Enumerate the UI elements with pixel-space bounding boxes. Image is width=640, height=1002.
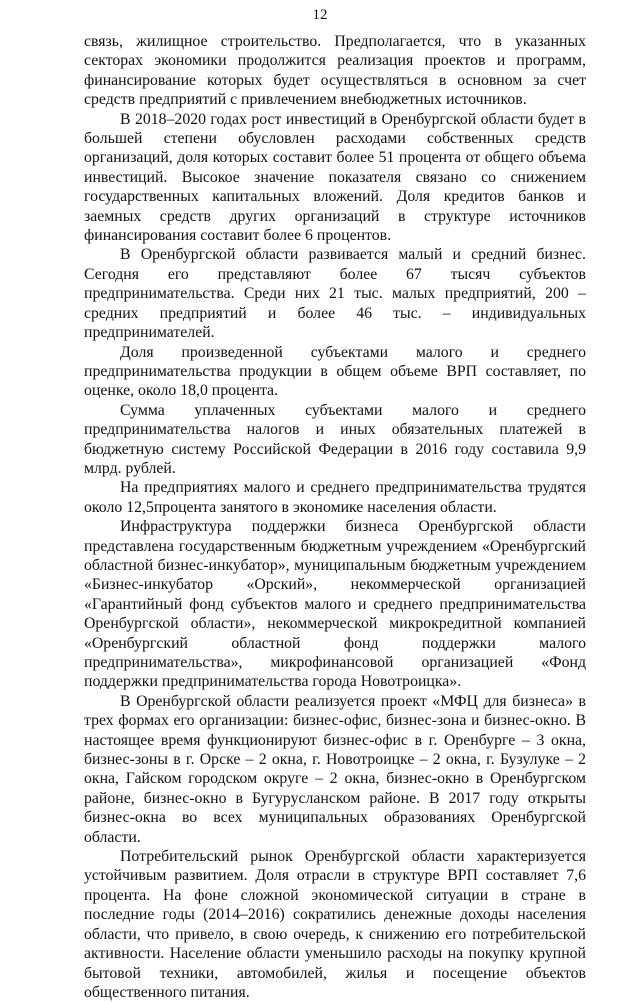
paragraph: На предприятиях малого и среднего предпринимательства трудятся около 12,5процента занятого в экономике населения области. [84, 479, 586, 516]
paragraph: Потребительский рынок Оренбургской области характеризуется устойчивым развитием. Доля отрасли в структуре ВРП составляет 7,6 процента. На фоне сложной экономической ситуации в стране в последние годы (2014–2016) сократились денежные доходы населения области, что привело, в свою очередь, к снижению его потребительской активности. Население области уменьшило расходы на покупку крупной бытовой техники, автомобилей, жилья и посещение объектов общественного питания. [84, 848, 586, 1001]
page-number: 12 [312, 7, 328, 23]
paragraph: связь, жилищное строительство. Предполагается, что в указанных секторах экономики продолжится реализация проектов и программ, финансирование которых будет осуществляться в основном за счет средств предприятий с привлечением внебюджетных источников. [84, 33, 586, 109]
paragraph: В Оренбургской области реализуется проект «МФЦ для бизнеса» в трех формах его организации: бизнес-офис, бизнес-зона и бизнес-окно. В настоящее время функционируют бизнес-офис в г. Оренбурге – 3 окна, бизнес-зоны в г. Орске – 2 окна, г. Новотроицке – 2 окна, г. Бузулуке – 2 окна, Гайском городском округе – 2 окна, бизнес-окно в Оренбургском районе, бизнес-окно в Бугурусланском районе. В 2017 году открыты бизнес-окна во всех муниципальных образованиях Оренбургской области. [84, 692, 586, 846]
document-body [84, 32, 586, 1002]
paragraph: Инфраструктура поддержки бизнеса Оренбургской области представлена государственным бюджетным учреждением «Оренбургский областной бизнес-инкубатор», муниципальным бюджетным учреждением «Бизнес-инкубатор «Орский», некоммерческой организацией «Гарантийный фонд субъектов малого и среднего предпринимательства Оренбургской области», некоммерческой микрокредитной компанией «Оренбургский областной фонд поддержки малого предпринимательства», микрофинансовой организацией «Фонд поддержки предпринимательства города Новотроицка». [84, 518, 586, 691]
paragraph: Сумма уплаченных субъектами малого и среднего предпринимательства налогов и иных обязательных платежей в бюджетную систему Российской Федерации в 2016 году составила 9,9 млрд. рублей. [84, 401, 586, 477]
paragraph: В Оренбургской области развивается малый и средний бизнес. Сегодня его представляют более 67 тысяч субъектов предпринимательства. Среди них 21 тыс. малых предприятий, 200 – средних предприятий и более 46 тыс. – индивидуальных предпринимателей. [84, 246, 586, 342]
paragraph: В 2018–2020 годах рост инвестиций в Оренбургской области будет в большей степени обусловлен расходами собственных средств организаций, доля которых составит более 51 процента от общего объема инвестиций. Высокое значение показателя связано со снижением государственных капитальных вложений. Доля кредитов банков и заемных средств других организаций в структуре источников финансирования составит более 6 процентов. [84, 110, 586, 245]
paragraph: Доля произведенной субъектами малого и среднего предпринимательства продукции в общем объеме ВРП составляет, по оценке, около 18,0 процента. [84, 343, 586, 400]
